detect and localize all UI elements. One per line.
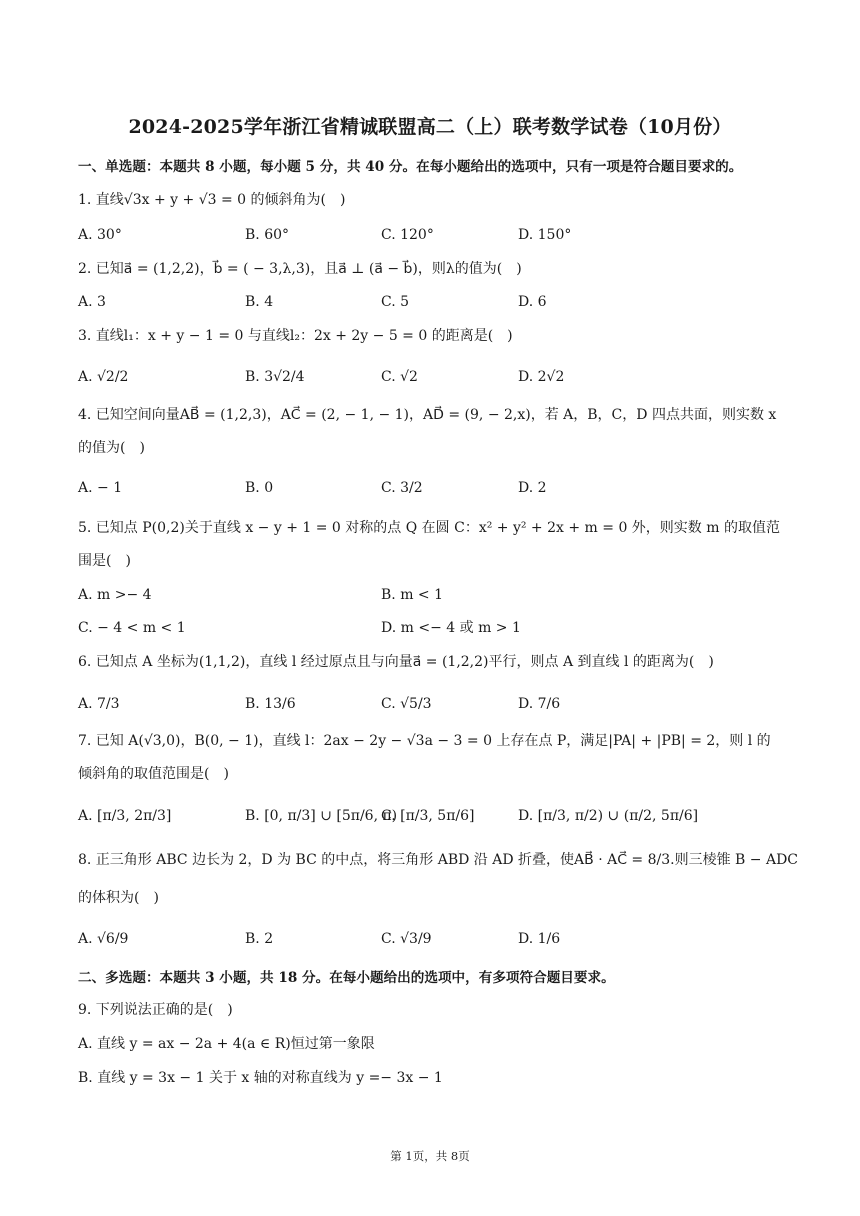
question-7-stem: 7. 已知 A(√3,0)，B(0, − 1)，直线 l：2ax − 2y − √3a − 3 = 0 上存在点 P，满足|PA| + |PB| = 2，则 l 的 <box>78 733 771 749</box>
question-7-option-a: A. [π/3, 2π/3] <box>78 808 172 824</box>
exam-title: 2024-2025学年浙江省精诚联盟高二（上）联考数学试卷（10月份） <box>128 116 732 138</box>
question-4-option-d: D. 2 <box>518 480 547 496</box>
question-5-stem: 5. 已知点 P(0,2)关于直线 x − y + 1 = 0 对称的点 Q 在圆 C：x² + y² + 2x + m = 0 外，则实数 m 的取值范 <box>78 520 780 536</box>
question-8-option-c: C. √3/9 <box>381 931 432 947</box>
question-2-option-c: C. 5 <box>381 294 410 310</box>
question-5-option-d: D. m <− 4 或 m > 1 <box>381 620 521 636</box>
question-9-option-b: B. 直线 y = 3x − 1 关于 x 轴的对称直线为 y =− 3x − 1 <box>78 1070 443 1086</box>
question-3-option-b: B. 3√2/4 <box>245 369 305 385</box>
question-5-option-a: A. m >− 4 <box>78 587 152 603</box>
question-8-option-b: B. 2 <box>245 931 274 947</box>
question-2-option-b: B. 4 <box>245 294 274 310</box>
question-3-option-c: C. √2 <box>381 369 418 385</box>
question-7-stem-cont: 倾斜角的取值范围是( ) <box>78 766 229 782</box>
question-7-option-c: C. [π/3, 5π/6] <box>381 808 475 824</box>
question-9-stem: 9. 下列说法正确的是( ) <box>78 1002 233 1018</box>
question-1-option-d: D. 150° <box>518 227 572 243</box>
question-1-option-c: C. 120° <box>381 227 434 243</box>
question-6-option-b: B. 13/6 <box>245 696 296 712</box>
question-7-option-d: D. [π/3, π/2) ∪ (π/2, 5π/6] <box>518 808 699 824</box>
question-3-option-a: A. √2/2 <box>78 369 129 385</box>
question-4-option-a: A. − 1 <box>78 480 123 496</box>
section-heading-multi: 二、多选题：本题共 3 小题，共 18 分。在每小题给出的选项中，有多项符合题目要求。 <box>78 970 615 986</box>
question-8-stem: 8. 正三角形 ABC 边长为 2，D 为 BC 的中点，将三角形 ABD 沿 AD 折叠，使AB⃗ · AC⃗ = 8/3.则三棱锥 B − ADC <box>78 852 799 868</box>
question-6-option-c: C. √5/3 <box>381 696 432 712</box>
question-1-option-b: B. 60° <box>245 227 290 243</box>
question-6-stem: 6. 已知点 A 坐标为(1,1,2)，直线 l 经过原点且与向量a⃗ = (1,2,2)平行，则点 A 到直线 l 的距离为( ) <box>78 654 714 670</box>
question-2-option-d: D. 6 <box>518 294 547 310</box>
question-4-option-c: C. 3/2 <box>381 480 423 496</box>
question-4-option-b: B. 0 <box>245 480 274 496</box>
question-3-option-d: D. 2√2 <box>518 369 565 385</box>
question-3-stem: 3. 直线l₁：x + y − 1 = 0 与直线l₂：2x + 2y − 5 = 0 的距离是( ) <box>78 328 513 344</box>
question-9-option-a: A. 直线 y = ax − 2a + 4(a ∈ R)恒过第一象限 <box>78 1036 375 1052</box>
question-4-stem-cont: 的值为( ) <box>78 440 145 456</box>
question-5-option-c: C. − 4 < m < 1 <box>78 620 186 636</box>
question-8-option-a: A. √6/9 <box>78 931 129 947</box>
question-5-stem-cont: 围是( ) <box>78 553 131 569</box>
question-2-stem: 2. 已知a⃗ = (1,2,2)，b⃗ = ( − 3,λ,3)，且a⃗ ⊥ (a⃗ − b⃗)，则λ的值为( ) <box>78 261 522 277</box>
question-2-option-a: A. 3 <box>78 294 106 310</box>
question-1-option-a: A. 30° <box>78 227 122 243</box>
page-footer: 第 1页，共 8页 <box>390 1149 470 1163</box>
question-5-option-b: B. m < 1 <box>381 587 444 603</box>
section-heading-single: 一、单选题：本题共 8 小题，每小题 5 分，共 40 分。在每小题给出的选项中，只有一项是符合题目要求的。 <box>78 159 743 175</box>
question-8-stem-cont: 的体积为( ) <box>78 890 159 906</box>
question-1-stem: 1. 直线√3x + y + √3 = 0 的倾斜角为( ) <box>78 192 346 208</box>
question-4-stem: 4. 已知空间向量AB⃗ = (1,2,3)，AC⃗ = (2, − 1, − 1)，AD⃗ = (9, − 2,x)，若 A，B，C，D 四点共面，则实数 x <box>78 407 777 423</box>
question-8-option-d: D. 1/6 <box>518 931 561 947</box>
question-6-option-a: A. 7/3 <box>78 696 120 712</box>
question-6-option-d: D. 7/6 <box>518 696 561 712</box>
question-7-option-b: B. [0, π/3] ∪ [5π/6, π) <box>245 808 398 824</box>
